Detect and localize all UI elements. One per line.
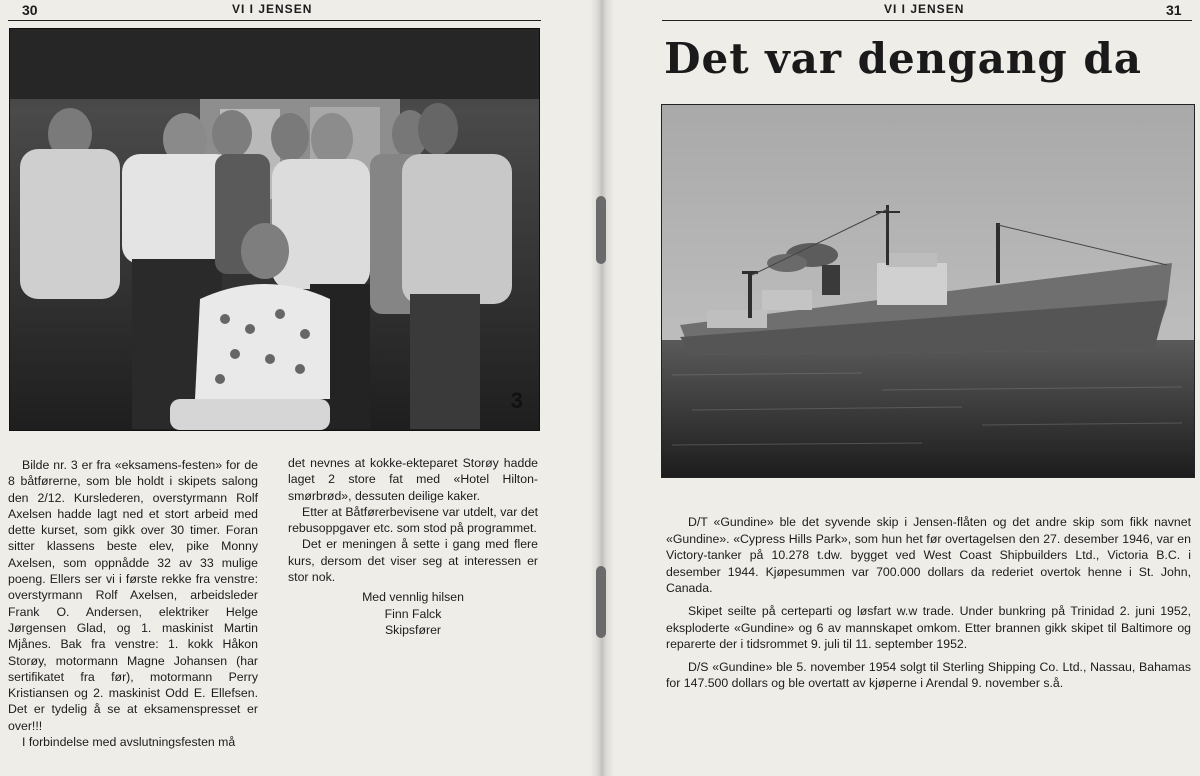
signature-title: Skipsfører bbox=[384, 623, 442, 638]
staple bbox=[596, 196, 606, 264]
signature-greeting: Med vennlig hilsen bbox=[362, 590, 464, 605]
paragraph: Det er meningen å sette i gang med flere kurs, dersom det viser seg at interessen er stor nok. bbox=[288, 537, 538, 585]
right-page bbox=[606, 0, 1200, 776]
paragraph: D/S «Gundine» ble 5. november 1954 solgt til Sterling Shipping Co. Ltd., Nassau, Bahamas for 147.500 dollars og ble overtatt av kjøperne i Arendal 9. november s.å. bbox=[666, 659, 1191, 691]
paragraph: I forbindelse med avslutningsfesten må bbox=[22, 735, 236, 750]
article-body bbox=[666, 514, 1191, 698]
article-column-1 bbox=[8, 457, 258, 750]
staple bbox=[596, 566, 606, 638]
signature-name: Finn Falck bbox=[384, 606, 442, 621]
photo-number: 3 bbox=[510, 388, 523, 413]
paragraph: D/T «Gundine» ble det syvende skip i Jensen-flåten og det andre skip som fikk navnet «Gundine». «Cypress Hills Park», som hun het før overtagelsen den 27. desember 1946, var en Victory-tanker på 10.278 t.dw. bygget ved West Coast Shipbuilders Ltd., Victoria B.C. i desember 1944. Kjøpesummen var 700.000 dollars da rederiet overtok henne i St. John, Canada. bbox=[666, 515, 1191, 596]
running-header-right: VI I JENSEN bbox=[884, 2, 965, 16]
article-column-2 bbox=[288, 455, 538, 639]
header-rule-left bbox=[8, 20, 541, 21]
binding-spine bbox=[590, 0, 614, 776]
page-number-left: 30 bbox=[22, 2, 38, 18]
article-title: Det var dengang da bbox=[664, 34, 1142, 83]
crew-group-photo bbox=[9, 28, 540, 431]
page-number-right: 31 bbox=[1166, 2, 1182, 18]
signature-block bbox=[288, 589, 538, 639]
left-page bbox=[0, 0, 598, 776]
paragraph: Skipet seilte på certeparti og løsfart w.w trade. Under bunkring på Trinidad 2. juni 1952, eksploderte «Gundine» og 6 av mannskapet omkom. Etter brannen gikk skipet til Baltimore og reparerte der i tidsrommet 9. juli til 11. september 1952. bbox=[666, 603, 1191, 652]
running-header-left: VI I JENSEN bbox=[232, 2, 313, 16]
ship-photo bbox=[661, 104, 1195, 478]
header-rule-right bbox=[662, 20, 1192, 21]
paragraph: Etter at Båtførerbevisene var utdelt, var det rebusoppgaver etc. som stod på programmet. bbox=[288, 504, 538, 536]
paragraph: Bilde nr. 3 er fra «eksamens-festen» for de 8 båtførerne, som ble holdt i skipets salong den 2/12. Kurslederen, overstyrmann Rolf Axelsen hadde lagt ned et stort arbeid med dette kurset, som gikk over 30 timer. Foran sitter klassens beste elev, pike Monny Axelsen, som oppnådde 32 av 33 mulige poeng. Ellers ser vi i første rekke fra venstre: overstyrmann Rolf Axelsen, arbeidsleder Frank O. Andersen, elektriker Helge Jørgensen Glad, og 1. maskinist Martin Mjånes. Bak fra venstre: 1. kokk Håkon Storøy, motormann Magne Johansen (har sertifikatet fra før), motormann Perry Kristiansen og 2. maskinist Odd E. Ellefsen. Det er tydelig å se at eksamenspresset er over!!! bbox=[8, 458, 258, 733]
paragraph: det nevnes at kokke-ekteparet Storøy hadde laget 2 store fat med «Hotel Hilton-smørbrød», dessuten deilige kaker. bbox=[288, 456, 538, 503]
